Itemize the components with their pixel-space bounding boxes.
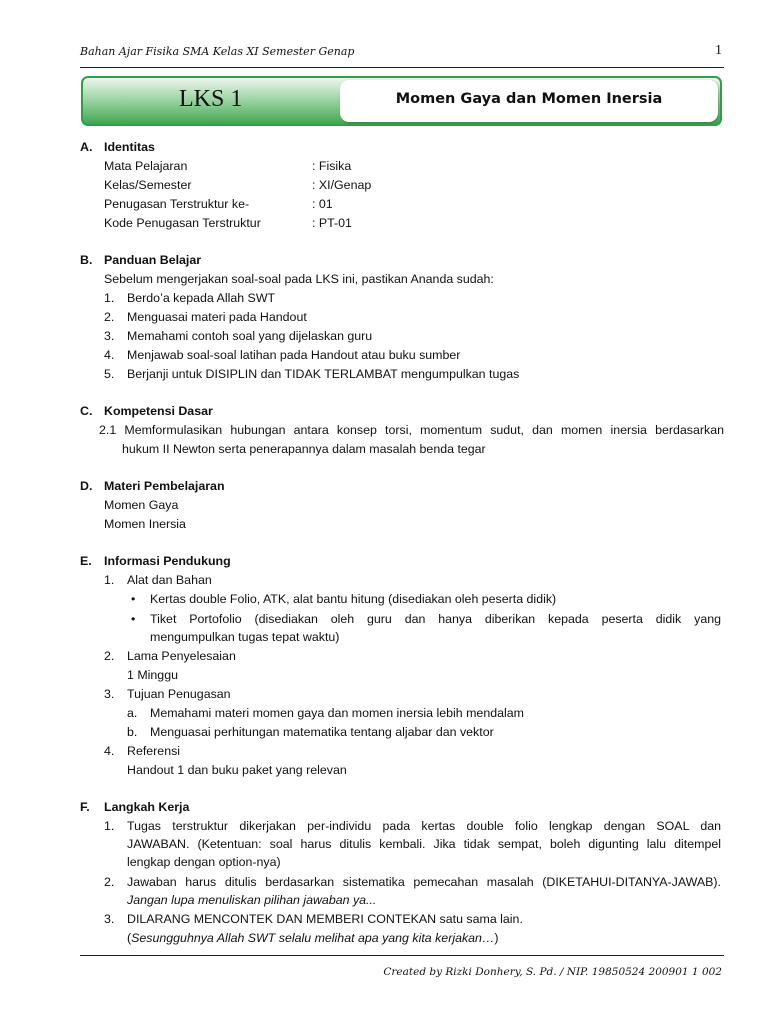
bullet: •	[131, 612, 136, 626]
identity-label: Mata Pelajaran	[104, 159, 188, 173]
subsection-label: Lama Penyelesaian	[127, 649, 236, 663]
list-number: 1.	[104, 291, 115, 305]
section-f-letter: F.	[80, 800, 90, 814]
footer-credit: Created by Rizki Donhery, S. Pd. / NIP. 19850524 200901 1 002	[383, 966, 722, 978]
bullet-text: Tiket Portofolio (disediakan oleh guru dan hanya diberikan kepada peserta didik yang	[150, 612, 721, 626]
section-d-letter: D.	[80, 479, 93, 493]
section-c-heading: Kompetensi Dasar	[104, 404, 213, 418]
list-item: Memahami materi momen gaya dan momen inersia lebih mendalam	[150, 706, 524, 720]
step-text: lengkap dengan option-nya)	[127, 855, 281, 869]
list-letter: b.	[127, 725, 138, 739]
list-item: Menjawab soal-soal latihan pada Handout atau buku sumber	[127, 348, 461, 362]
subsection-label: Referensi	[127, 744, 181, 758]
list-item: Menguasai materi pada Handout	[127, 310, 307, 324]
identity-label: Kode Penugasan Terstruktur	[104, 216, 261, 230]
page-number: 1	[715, 43, 722, 58]
title-box	[340, 80, 718, 122]
list-number: 2.	[104, 649, 115, 663]
section-a-heading: Identitas	[104, 140, 155, 154]
section-c-letter: C.	[80, 404, 93, 418]
identity-label: Kelas/Semester	[104, 178, 192, 192]
list-number: 3.	[104, 912, 115, 926]
identity-value: : 01	[312, 197, 333, 211]
section-b-letter: B.	[80, 253, 93, 267]
footer	[80, 955, 724, 978]
list-item: Berdo’a kepada Allah SWT	[127, 291, 276, 305]
step-note: Jangan lupa menuliskan pilihan jawaban ya...	[127, 893, 377, 907]
step-note	[127, 930, 498, 946]
list-number: 2.	[104, 310, 115, 324]
subsection-label: Tujuan Penugasan	[127, 687, 231, 701]
topic-item: Momen Inersia	[104, 517, 186, 531]
step-text: DILARANG MENCONTEK DAN MEMBERI CONTEKAN satu sama lain.	[127, 912, 523, 926]
list-item: Memahami contoh soal yang dijelaskan guru	[127, 329, 373, 343]
list-number: 4.	[104, 348, 115, 362]
section-e-letter: E.	[80, 554, 92, 568]
identity-label: Penugasan Terstruktur ke-	[104, 197, 250, 211]
topic-item: Momen Gaya	[104, 498, 179, 512]
list-number: 2.	[104, 875, 115, 889]
list-item: Berjanji untuk DISIPLIN dan TIDAK TERLAMBAT mengumpulkan tugas	[127, 367, 520, 381]
running-header	[80, 43, 724, 68]
list-letter: a.	[127, 706, 138, 720]
paren-open: (	[127, 931, 132, 945]
step-note-text: Sesungguhnya Allah SWT selalu melihat apa yang kita kerjakan…	[131, 931, 495, 945]
paren-close: )	[494, 931, 499, 945]
identity-value: : Fisika	[312, 159, 352, 173]
list-number: 5.	[104, 367, 115, 381]
step-text: JAWABAN. (Ketentuan: soal harus ditulis kembali. Jika tidak sempat, boleh digunting lalu ditempel	[127, 837, 721, 851]
identity-value: : XI/Genap	[312, 178, 372, 192]
list-number: 3.	[104, 687, 115, 701]
list-item: Menguasai perhitungan matematika tentang aljabar dan vektor	[150, 725, 494, 739]
subsection-value: 1 Minggu	[127, 668, 178, 682]
bullet-text-cont: mengumpulkan tugas tepat waktu)	[150, 630, 340, 644]
bullet-text: Kertas double Folio, ATK, alat bantu hitung (disediakan oleh peserta didik)	[150, 592, 557, 606]
header-title: Bahan Ajar Fisika SMA Kelas XI Semester Genap	[80, 45, 355, 58]
section-d-heading: Materi Pembelajaran	[104, 479, 225, 493]
section-b-intro: Sebelum mengerjakan soal-soal pada LKS ini, pastikan Ananda sudah:	[104, 272, 494, 286]
bullet: •	[131, 592, 136, 606]
list-number: 4.	[104, 744, 115, 758]
subsection-label: Alat dan Bahan	[127, 573, 212, 587]
section-a-letter: A.	[80, 140, 93, 154]
identity-value: : PT-01	[312, 216, 352, 230]
list-number: 3.	[104, 329, 115, 343]
subsection-value: Handout 1 dan buku paket yang relevan	[127, 763, 347, 777]
competency-text-cont: hukum II Newton serta penerapannya dalam masalah benda tegar	[122, 442, 486, 456]
lks-label: LKS 1	[179, 86, 243, 112]
step-text: Tugas terstruktur dikerjakan per-individu pada kertas double folio lengkap dengan SOAL dan	[127, 819, 721, 833]
list-number: 1.	[104, 573, 115, 587]
section-f-heading: Langkah Kerja	[104, 800, 190, 814]
competency-text: 2.1 Memformulasikan hubungan antara konsep torsi, momentum sudut, dan momen inersia berdasarkan	[99, 423, 724, 437]
lks-banner	[81, 76, 722, 126]
section-b-heading: Panduan Belajar	[104, 253, 202, 267]
list-number: 1.	[104, 819, 115, 833]
document-title: Momen Gaya dan Momen Inersia	[395, 91, 663, 107]
step-text: Jawaban harus ditulis berdasarkan sistematika pemecahan masalah (DIKETAHUI-DITANYA-JAWAB).	[127, 875, 721, 889]
section-e-heading: Informasi Pendukung	[104, 554, 231, 568]
